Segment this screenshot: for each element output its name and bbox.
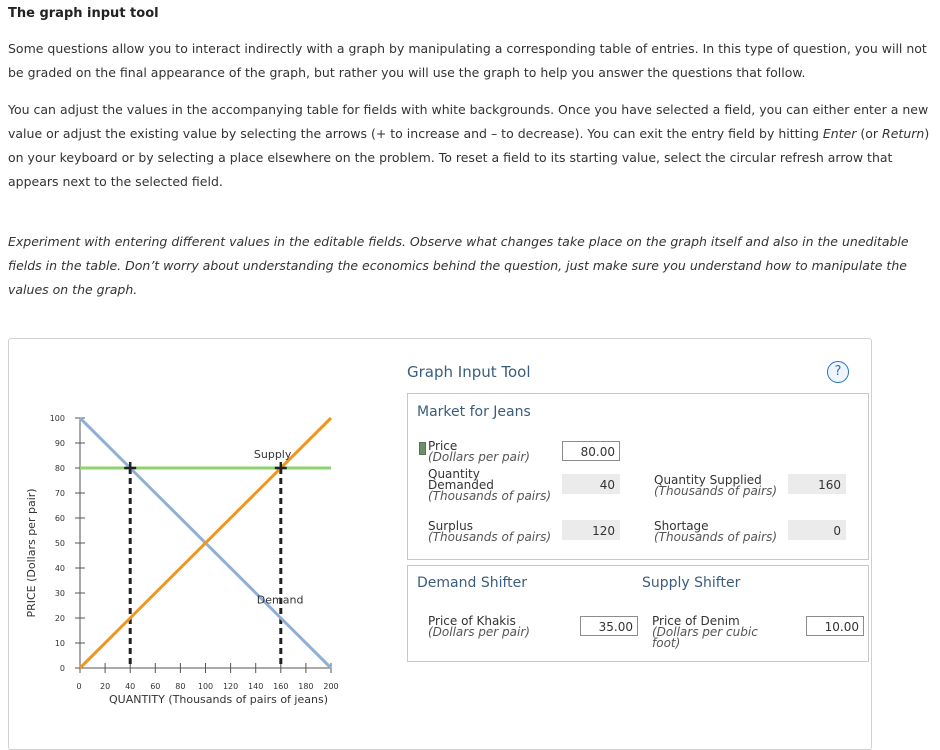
denim-label-text: Price of Denim xyxy=(652,614,740,628)
market-title: Market for Jeans xyxy=(417,404,531,420)
x-tick-label: 160 xyxy=(273,682,289,691)
y-tick-label: 40 xyxy=(54,564,65,573)
y-tick-label: 80 xyxy=(54,464,65,473)
y-axis-title: PRICE (Dollars per pair) xyxy=(25,488,38,618)
surplus-label-text: Surplus xyxy=(428,519,473,533)
shifter-table xyxy=(407,565,869,662)
surplus-label xyxy=(428,521,551,543)
y-tick-label: 0 xyxy=(59,664,65,673)
intro-paragraph-3: Experiment with entering different values in the editable fields. Observe what changes take place on the graph itself and also in the uneditable fields in the table. Don’t worry about understanding the economics behind the question, just make sure you understand how to manipulate the values on the graph. xyxy=(8,234,909,297)
price-unit: (Dollars per pair) xyxy=(428,450,530,464)
x-tick-label: 140 xyxy=(248,682,264,691)
qd-label-line-2: Demanded xyxy=(428,478,494,492)
x-tick-label: 60 xyxy=(150,682,161,691)
x-tick-label: 80 xyxy=(175,682,186,691)
qd-unit: (Thousands of pairs) xyxy=(428,489,552,503)
y-tick-label: 20 xyxy=(54,614,65,623)
tool-title: Graph Input Tool xyxy=(407,363,531,381)
shortage-label xyxy=(654,521,777,543)
price-input[interactable]: 80.00 xyxy=(562,441,620,461)
x-tick-label: 40 xyxy=(125,682,136,691)
supply-curve-label: Supply xyxy=(253,448,292,461)
x-tick-label: 180 xyxy=(298,682,314,691)
surplus-unit: (Thousands of pairs) xyxy=(428,530,552,544)
y-tick-label: 100 xyxy=(49,414,65,423)
x-tick-label: 0 xyxy=(76,682,82,691)
qs-label-text: Quantity Supplied xyxy=(654,473,762,487)
graph-panel xyxy=(8,338,872,750)
demand-curve-label: Demand xyxy=(256,593,304,607)
quantity-demanded-value: 40 xyxy=(562,474,620,494)
denim-unit-line-1: (Dollars per cubic xyxy=(652,625,758,639)
y-tick-label: 50 xyxy=(54,539,65,548)
denim-unit-line-2: foot) xyxy=(652,636,681,650)
qd-label-line-1: Quantity xyxy=(428,467,480,481)
khakis-unit: (Dollars per pair) xyxy=(428,625,530,639)
enter-key-text: Enter xyxy=(822,126,857,141)
page-heading: The graph input tool xyxy=(8,6,159,21)
y-tick-label: 30 xyxy=(54,589,65,598)
quantity-demanded-label xyxy=(428,469,551,502)
shortage-value: 0 xyxy=(788,520,846,540)
price-legend-swatch xyxy=(419,442,426,455)
intro-paragraph-2 xyxy=(8,98,930,194)
x-tick-label: 20 xyxy=(100,682,111,691)
market-table xyxy=(407,393,869,560)
surplus-value: 120 xyxy=(562,520,620,540)
y-tick-label: 10 xyxy=(54,639,65,648)
shortage-label-text: Shortage xyxy=(654,519,709,533)
intro-paragraph-1: Some questions allow you to interact indirectly with a graph by manipulating a corresponding table of entries. In this type of question, you will not be graded on the final appearance of the graph, but rather you will use the graph to help you answer the questions that follow. xyxy=(8,41,927,80)
denim-price-input[interactable]: 10.00 xyxy=(806,616,864,636)
qs-unit: (Thousands of pairs) xyxy=(654,484,778,498)
demand-shifter-title: Demand Shifter xyxy=(417,575,528,591)
y-tick-label: 70 xyxy=(54,489,65,498)
y-tick-label: 60 xyxy=(54,514,65,523)
khakis-price-input[interactable]: 35.00 xyxy=(580,616,638,636)
p2-text-b: (or xyxy=(856,126,883,141)
market-graph[interactable] xyxy=(9,339,407,739)
graph-input-tool xyxy=(407,339,869,739)
p2-text-c: ) on your keyboard or by selecting a place elsewhere on the problem. To reset a field to its starting value, select the circular refresh arrow that appears next to the selected field. xyxy=(8,126,930,189)
supply-shifter-title: Supply Shifter xyxy=(642,575,741,591)
khakis-price-label xyxy=(428,616,530,638)
x-tick-label: 120 xyxy=(222,682,239,691)
quantity-supplied-value: 160 xyxy=(788,474,846,494)
x-axis-title: QUANTITY (Thousands of pairs of jeans) xyxy=(109,693,328,706)
x-tick-label: 100 xyxy=(197,682,214,691)
y-tick-label: 90 xyxy=(54,439,65,448)
quantity-supplied-label xyxy=(654,475,777,497)
price-label xyxy=(428,441,530,463)
x-tick-label: 200 xyxy=(323,682,339,691)
return-key-text: Return xyxy=(882,126,925,141)
shortage-unit: (Thousands of pairs) xyxy=(654,530,778,544)
khakis-label-text: Price of Khakis xyxy=(428,614,516,628)
price-label-text: Price xyxy=(428,439,458,453)
denim-price-label xyxy=(652,616,758,649)
help-icon[interactable]: ? xyxy=(827,361,849,383)
p2-text-a: You can adjust the values in the accompanying table for fields with white backgrounds. Once you have selected a field, you can either enter a new value or adjust the existing value by selecting the arrows (+ to increase and – to decrease). You can exit the entry field by hitting xyxy=(8,102,929,141)
